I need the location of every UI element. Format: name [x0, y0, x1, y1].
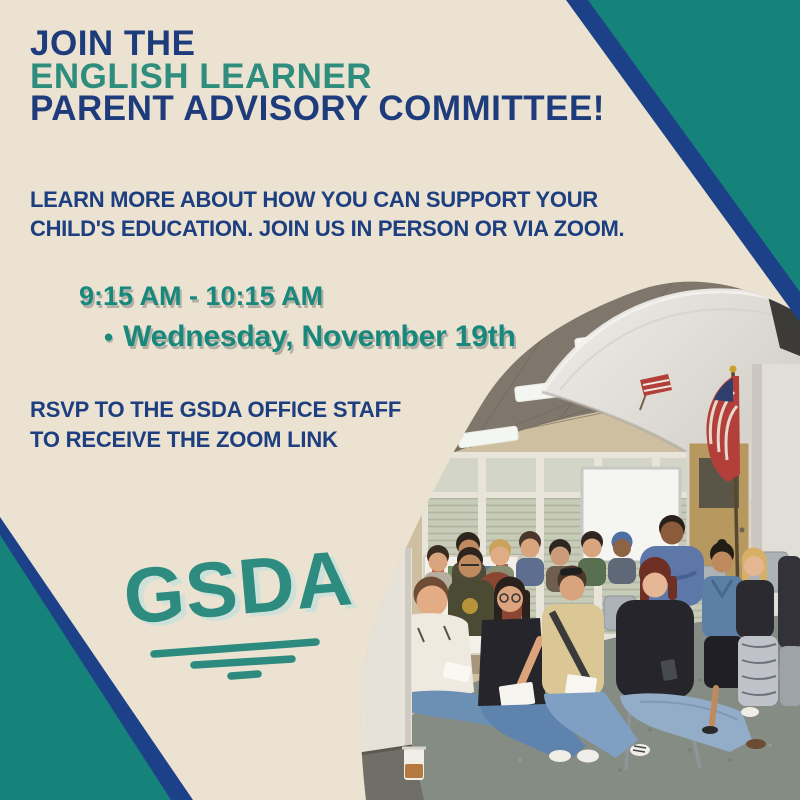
logo-underline-icon	[128, 638, 348, 688]
gsda-logo: GSDA	[120, 533, 357, 641]
headline-line-2: ENGLISH LEARNER	[30, 56, 372, 96]
headline-line-3: PARENT ADVISORY COMMITTEE!	[30, 89, 605, 128]
event-description-line-1: LEARN MORE ABOUT HOW YOU CAN SUPPORT YOUR	[30, 187, 598, 212]
headline	[30, 24, 605, 128]
event-date-row	[104, 320, 516, 354]
event-date: Wednesday, November 19th	[123, 320, 516, 353]
event-description	[30, 185, 624, 243]
rsvp-line-2: TO RECEIVE THE ZOOM LINK	[30, 426, 338, 452]
headline-line-1: JOIN THE	[30, 24, 196, 63]
rsvp-note	[30, 395, 401, 454]
event-time: 9:15 AM - 10:15 AM	[79, 281, 324, 311]
rsvp-line-1: RSVP TO THE GSDA OFFICE STAFF	[30, 397, 402, 422]
bullet-icon: •	[104, 322, 114, 352]
event-description-line-2: CHILD'S EDUCATION. JOIN US IN PERSON OR VIA ZOOM.	[30, 216, 625, 241]
